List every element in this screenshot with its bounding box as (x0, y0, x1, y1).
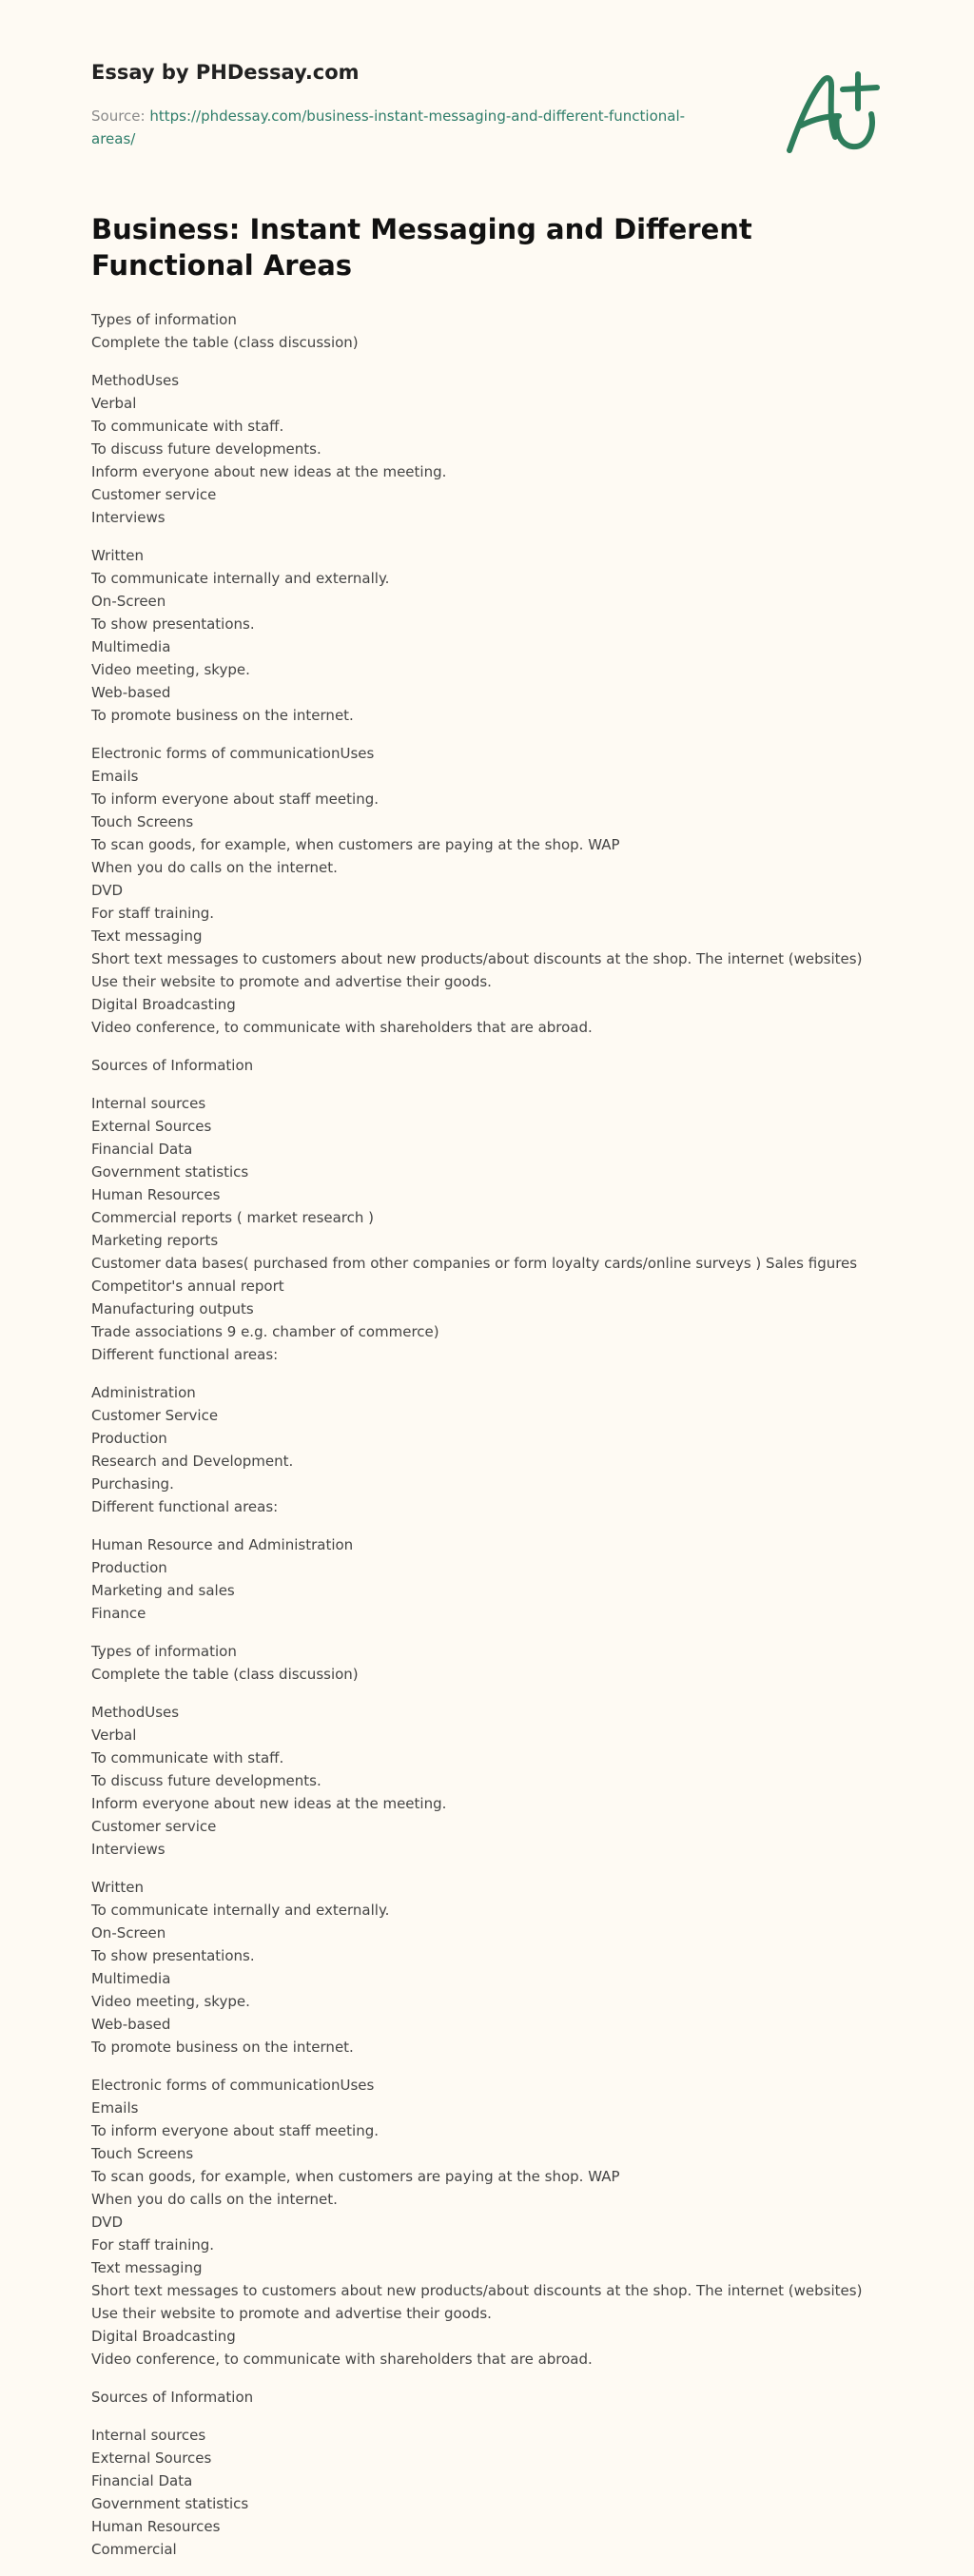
essay-line: Customer Service (91, 1407, 219, 1424)
essay-line: MethodUses (91, 372, 180, 389)
essay-line: Multimedia (91, 638, 171, 655)
essay-paragraph (91, 1876, 909, 2059)
essay-line: For staff training. (91, 2236, 215, 2254)
essay-line: Video conference, to communicate with shareholders that are abroad. (91, 1019, 593, 1036)
source-label: Source: (91, 107, 150, 125)
essay-line: Inform everyone about new ideas at the meeting. (91, 463, 447, 480)
essay-line: MethodUses (91, 1704, 180, 1721)
essay-line: Research and Development. (91, 1453, 294, 1470)
essay-line: To communicate internally and externally. (91, 1902, 390, 1919)
essay-line: Short text messages to customers about new products/about discounts at the shop. The internet (websites) (91, 950, 863, 967)
essay-line: Administration (91, 1384, 196, 1401)
essay-paragraph (91, 1701, 909, 1861)
essay-line: Short text messages to customers about new products/about discounts at the shop. The internet (websites) (91, 2282, 863, 2299)
essay-line: For staff training. (91, 905, 215, 922)
essay-line: Financial Data (91, 1141, 193, 1158)
essay-line: When you do calls on the internet. (91, 2191, 338, 2208)
essay-line: Marketing reports (91, 1232, 219, 1249)
essay-line: When you do calls on the internet. (91, 859, 338, 876)
essay-line: Internal sources (91, 2427, 206, 2444)
essay-line: Electronic forms of communicationUses (91, 2077, 375, 2094)
essay-line: On-Screen (91, 1924, 166, 1942)
essay-line: To scan goods, for example, when customers are paying at the shop. WAP (91, 836, 620, 853)
essay-paragraph (91, 544, 909, 727)
essay-line: Text messaging (91, 927, 203, 945)
essay-line: Video meeting, skype. (91, 1993, 250, 2010)
essay-line: Different functional areas: (91, 1346, 279, 1363)
essay-line: Interviews (91, 1841, 166, 1858)
essay-line: Government statistics (91, 1163, 249, 1181)
essay-line: Internal sources (91, 1095, 206, 1112)
essay-line: To show presentations. (91, 615, 255, 633)
essay-line: Different functional areas: (91, 1498, 279, 1515)
essay-paragraph (91, 308, 909, 354)
essay-line: Touch Screens (91, 2145, 194, 2162)
essay-paragraph (91, 1381, 909, 1518)
essay-line: DVD (91, 2214, 124, 2231)
essay-line: Purchasing. (91, 1475, 174, 1493)
source-link-line2: areas/ (91, 130, 136, 147)
essay-line: Financial Data (91, 2472, 193, 2489)
essay-line: Commercial reports ( market research ) (91, 1209, 375, 1226)
essay-paragraph (91, 1533, 909, 1625)
essay-body (91, 308, 909, 2576)
essay-line: Production (91, 1430, 167, 1447)
essay-line: To show presentations. (91, 1947, 255, 1964)
essay-line: To communicate internally and externally. (91, 570, 390, 587)
source-line (91, 105, 710, 150)
essay-line: Inform everyone about new ideas at the meeting. (91, 1795, 447, 1812)
essay-line: To promote business on the internet. (91, 707, 354, 724)
essay-line: Digital Broadcasting (91, 2328, 236, 2345)
essay-line: Human Resources (91, 2518, 221, 2535)
essay-line: Commercial (91, 2541, 177, 2558)
essay-line: Use their website to promote and advertise their goods. (91, 2305, 492, 2322)
essay-line: Sources of Information (91, 1057, 254, 1074)
essay-line: Competitor's annual report (91, 1278, 284, 1295)
essay-line: Types of information (91, 1643, 237, 1660)
essay-line: External Sources (91, 1118, 212, 1135)
essay-line: Manufacturing outputs (91, 1300, 254, 1317)
essay-line: Emails (91, 768, 139, 785)
source-link-line1: https://phdessay.com/business-instant-messaging-and-different-functional- (149, 107, 686, 125)
essay-line: Human Resources (91, 1186, 221, 1203)
essay-line: Customer data bases( purchased from other companies or form loyalty cards/online surveys ) Sales figures (91, 1255, 858, 1272)
essay-line: Customer service (91, 1818, 217, 1835)
essay-line: Text messaging (91, 2259, 203, 2276)
site-title: Essay by PHDessay.com (91, 61, 360, 84)
essay-paragraph (91, 1092, 909, 1366)
essay-line: Written (91, 547, 144, 564)
essay-line: Verbal (91, 1727, 137, 1744)
essay-line: Web-based (91, 2016, 171, 2033)
essay-line: Emails (91, 2099, 139, 2117)
essay-line: Complete the table (class discussion) (91, 1666, 359, 1683)
essay-line: Human Resource and Administration (91, 1536, 354, 1553)
a-plus-logo-icon (782, 67, 886, 158)
essay-line: To scan goods, for example, when customers are paying at the shop. WAP (91, 2168, 620, 2185)
essay-line: Complete the table (class discussion) (91, 334, 359, 351)
essay-line: Digital Broadcasting (91, 996, 236, 1013)
essay-paragraph (91, 2074, 909, 2371)
essay-line: Interviews (91, 509, 166, 526)
essay-line: Multimedia (91, 1970, 171, 1987)
essay-paragraph (91, 742, 909, 1039)
essay-line: On-Screen (91, 593, 166, 610)
essay-paragraph (91, 369, 909, 529)
essay-line: Sources of Information (91, 2389, 254, 2406)
essay-line: To inform everyone about staff meeting. (91, 2122, 379, 2139)
essay-paragraph (91, 1640, 909, 1686)
essay-line: Production (91, 1559, 167, 1576)
essay-line: Government statistics (91, 2495, 249, 2512)
essay-line: To inform everyone about staff meeting. (91, 790, 379, 808)
essay-line: Written (91, 1879, 144, 1896)
essay-paragraph (91, 2424, 909, 2561)
essay-line: DVD (91, 882, 124, 899)
essay-line: Use their website to promote and advertise their goods. (91, 973, 492, 990)
essay-line: Finance (91, 1605, 146, 1622)
essay-line: To discuss future developments. (91, 440, 321, 458)
essay-line: To promote business on the internet. (91, 2039, 354, 2056)
essay-line: Video meeting, skype. (91, 661, 250, 678)
essay-paragraph (91, 1054, 909, 1077)
essay-title: Business: Instant Messaging and Different Functional Areas (91, 213, 752, 282)
essay-line: Trade associations 9 e.g. chamber of commerce) (91, 1323, 439, 1340)
essay-line: Marketing and sales (91, 1582, 235, 1599)
essay-line: To communicate with staff. (91, 418, 284, 435)
essay-line: Verbal (91, 395, 137, 412)
essay-line: Electronic forms of communicationUses (91, 745, 375, 762)
essay-paragraph (91, 2386, 909, 2409)
essay-line: Customer service (91, 486, 217, 503)
essay-line: Web-based (91, 684, 171, 701)
essay-line: Touch Screens (91, 813, 194, 830)
essay-line: External Sources (91, 2449, 212, 2467)
essay-line: To communicate with staff. (91, 1749, 284, 1766)
source-link[interactable] (91, 107, 685, 147)
essay-line: To discuss future developments. (91, 1772, 321, 1789)
essay-line: Types of information (91, 311, 237, 328)
essay-line: Video conference, to communicate with shareholders that are abroad. (91, 2351, 593, 2368)
